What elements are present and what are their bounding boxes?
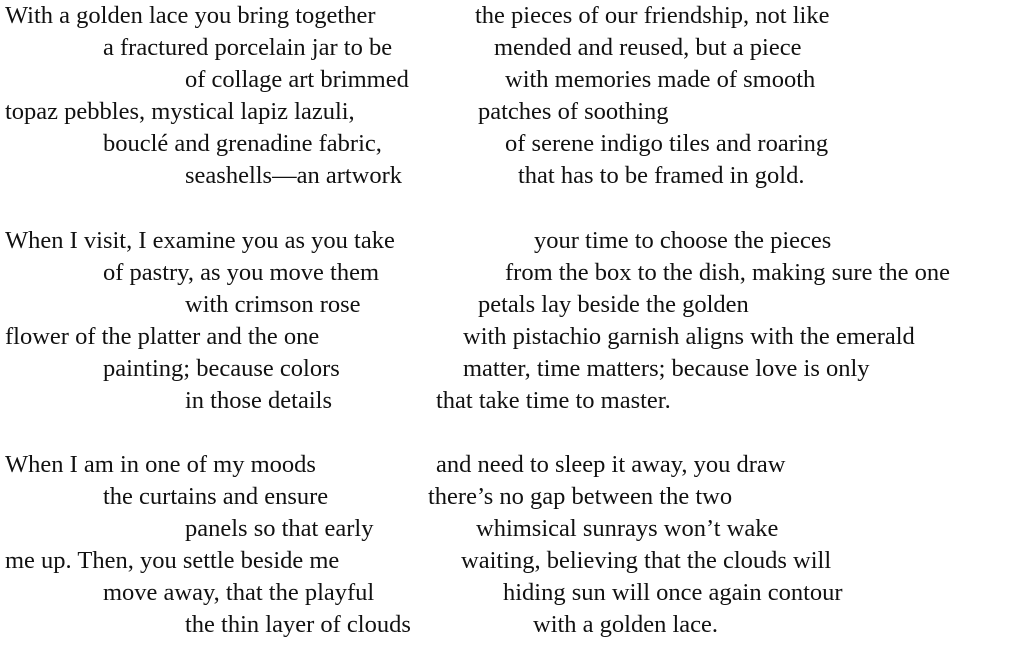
stanza-1-line-5-right: of serene indigo tiles and roaring (505, 130, 829, 157)
stanza-3-line-4-left: me up. Then, you settle beside me (5, 547, 340, 574)
stanza-1-line-3-left: of collage art brimmed (185, 66, 409, 93)
stanza-3-line-3-left: panels so that early (185, 515, 374, 542)
stanza-2-line-4-left: flower of the platter and the one (5, 323, 320, 350)
stanza-1-line-3-right: with memories made of smooth (505, 66, 816, 93)
stanza-3-line-6-right: with a golden lace. (533, 611, 719, 638)
stanza-2-line-3-left: with crimson rose (185, 291, 361, 318)
stanza-1-line-6-left: seashells—an artwork (185, 162, 403, 189)
stanza-3-line-2-left: the curtains and ensure (103, 483, 329, 510)
stanza-2-line-3-right: petals lay beside the golden (478, 291, 749, 318)
stanza-3-line-2-right: there’s no gap between the two (428, 483, 733, 510)
stanza-2-line-2-left: of pastry, as you move them (103, 259, 380, 286)
stanza-3-line-5-right: hiding sun will once again contour (503, 579, 843, 606)
stanza-2-line-2-right: from the box to the dish, making sure the one (505, 259, 950, 286)
stanza-2-line-5-left: painting; because colors (103, 355, 340, 382)
stanza-2-line-5-right: matter, time matters; because love is only (463, 355, 870, 382)
stanza-3-line-6-left: the thin layer of clouds (185, 611, 411, 638)
stanza-2-line-4-right: with pistachio garnish aligns with the emerald (463, 323, 915, 350)
stanza-3-line-4-right: waiting, believing that the clouds will (461, 547, 832, 574)
stanza-3-line-3-right: whimsical sunrays won’t wake (476, 515, 779, 542)
stanza-3-line-1-left: When I am in one of my moods (5, 451, 316, 478)
stanza-1-line-2-right: mended and reused, but a piece (494, 34, 802, 61)
stanza-1-line-1-right: the pieces of our friendship, not like (475, 2, 830, 29)
stanza-1-line-6-right: that has to be framed in gold. (518, 162, 805, 189)
stanza-3-line-1-right: and need to sleep it away, you draw (436, 451, 786, 478)
stanza-1-line-5-left: bouclé and grenadine fabric, (103, 130, 382, 157)
stanza-2-line-1-right: your time to choose the pieces (534, 227, 832, 254)
stanza-3-line-5-left: move away, that the playful (103, 579, 375, 606)
stanza-1-line-1-left: With a golden lace you bring together (5, 2, 376, 29)
stanza-1-line-2-left: a fractured porcelain jar to be (103, 34, 393, 61)
stanza-1-line-4-left: topaz pebbles, mystical lapiz lazuli, (5, 98, 355, 125)
stanza-1-line-4-right: patches of soothing (478, 98, 669, 125)
stanza-2-line-1-left: When I visit, I examine you as you take (5, 227, 395, 254)
stanza-2-line-6-right: that take time to master. (436, 387, 671, 414)
stanza-2-line-6-left: in those details (185, 387, 332, 414)
